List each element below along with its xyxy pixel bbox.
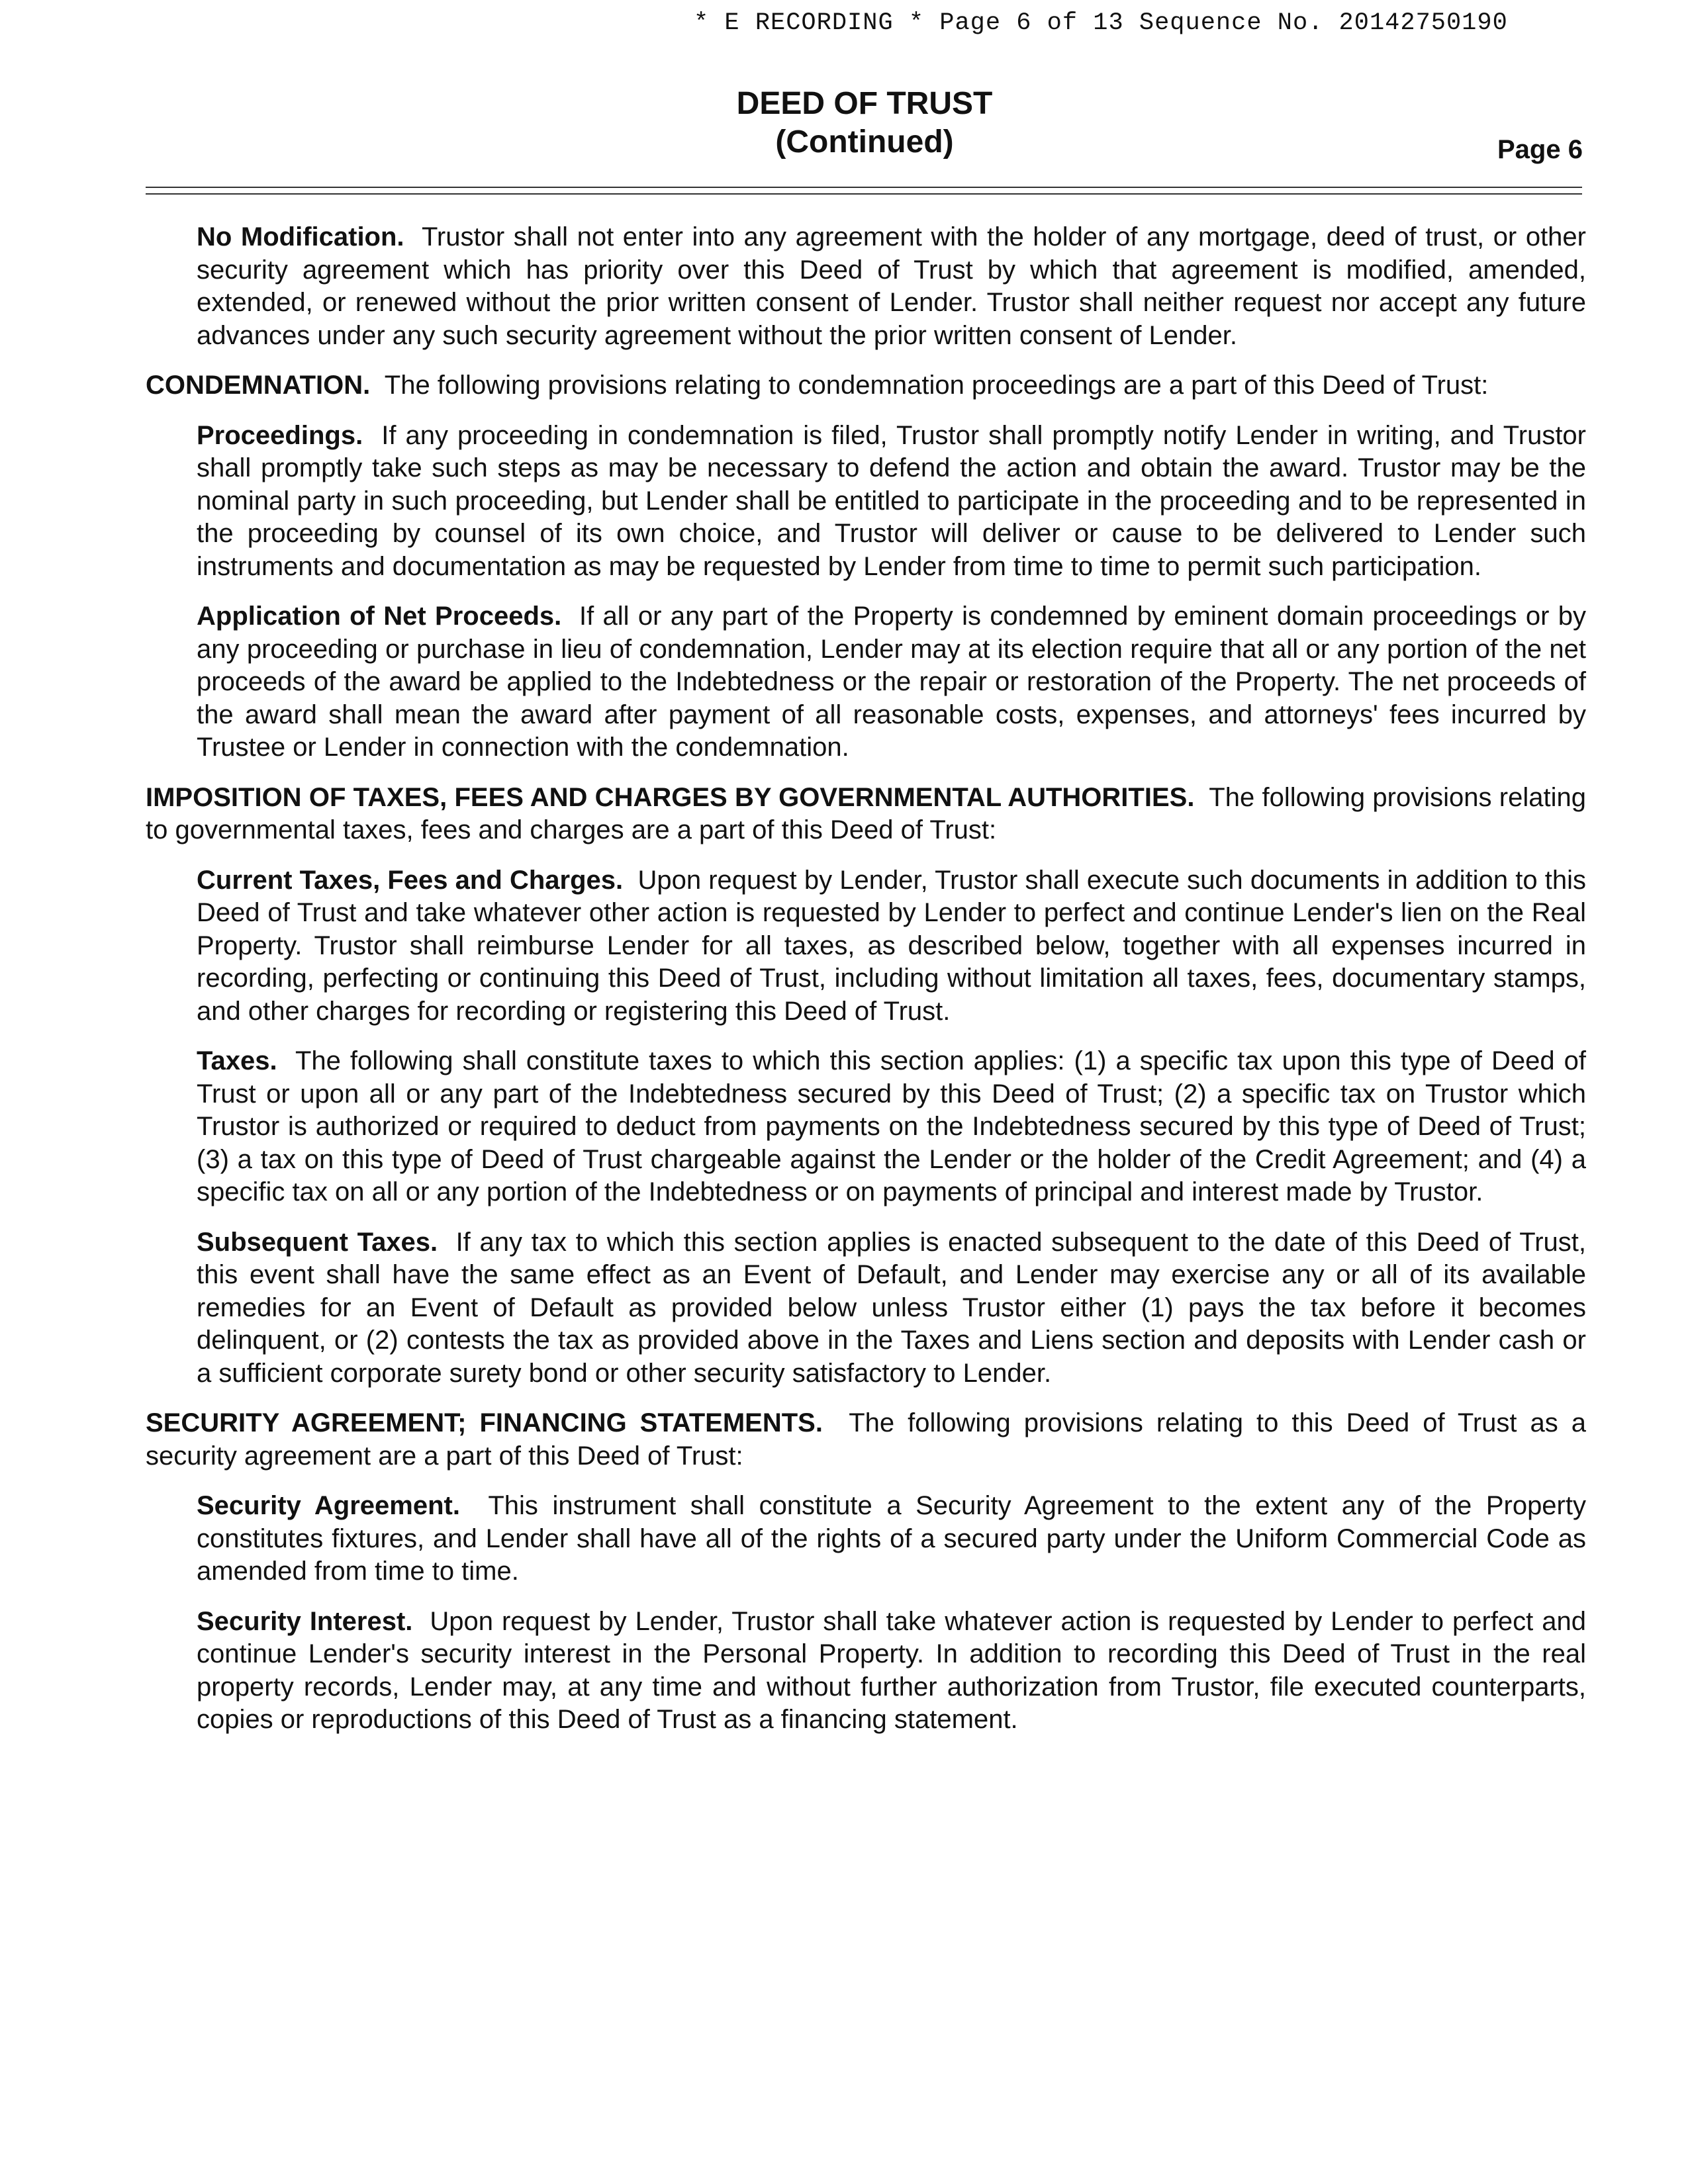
text-security-agreement-section: The following provisions relating to this Deed of Trust as a security agreement are a part of this Deed of Trust: [146, 1408, 1586, 1471]
paragraph-current-taxes [197, 864, 1586, 1028]
paragraph-taxes [197, 1045, 1586, 1209]
recording-stamp: * E RECORDING * Page 6 of 13 Sequence No. 20142750190 [694, 9, 1508, 37]
paragraph-no-modification [197, 221, 1586, 352]
heading-taxes: Taxes. [197, 1046, 277, 1075]
header-rule-top [146, 187, 1582, 188]
heading-application-of-net-proceeds: Application of Net Proceeds. [197, 602, 562, 631]
paragraph-application-of-net-proceeds [197, 600, 1586, 764]
text-no-modification: Trustor shall not enter into any agreement with the holder of any mortgage, deed of trust, or other security agreement which has priority over this Deed of Trust by which that agreement is modified, amended, extended, or renewed without the prior written consent of Lender. Trustor shall neither request nor accept any future advances under any such security agreement without the prior written consent of Lender. [197, 222, 1586, 350]
heading-imposition-of-taxes: IMPOSITION OF TAXES, FEES AND CHARGES BY GOVERNMENTAL AUTHORITIES. [146, 782, 1195, 812]
paragraph-security-agreement [197, 1490, 1586, 1588]
document-body [146, 221, 1586, 1754]
heading-security-agreement-section: SECURITY AGREEMENT; FINANCING STATEMENTS. [146, 1408, 823, 1437]
section-security-agreement [146, 1407, 1586, 1473]
header-rule-bottom [146, 193, 1582, 195]
text-imposition-of-taxes: The following provisions relating to governmental taxes, fees and charges are a part of this Deed of Trust: [146, 782, 1586, 844]
text-security-interest: Upon request by Lender, Trustor shall take whatever action is requested by Lender to perfect and continue Lender's security interest in the Personal Property. In addition to recording this Deed of Trust in the real property records, Lender may, at any time and without further authorization from Trustor, file executed counterparts, copies or reproductions of this Deed of Trust as a financing statement. [197, 1606, 1586, 1734]
text-application-of-net-proceeds: If all or any part of the Property is condemned by eminent domain proceedings or by any proceeding or purchase in lieu of condemnation, Lender may at its election require that all or any portion of the net proceeds of the award be applied to the Indebtedness or the repair or restoration of the Property. The net proceeds of the award shall mean the award after payment of all reasonable costs, expenses, and attorneys' fees incurred by Trustee or Lender in connection with the condemnation. [197, 602, 1586, 762]
document-title-block [0, 85, 1688, 161]
section-condemnation [146, 369, 1586, 402]
text-subsequent-taxes: If any tax to which this section applies is enacted subsequent to the date of this Deed of Trust, this event shall have the same effect as an Event of Default, and Lender may exercise any or all of its available remedies for an Event of Default as provided below unless Trustor either (1) pays the tax before it becomes delinquent, or (2) contests the tax as provided above in the Taxes and Liens section and deposits with Lender cash or a sufficient corporate surety bond or other security satisfactory to Lender. [197, 1227, 1586, 1388]
heading-proceedings: Proceedings. [197, 420, 363, 450]
text-taxes: The following shall constitute taxes to which this section applies: (1) a specific tax upon this type of Deed of Trust or upon all or any part of the Indebtedness secured by this Deed of Trust; (2) a specific tax on Trustor which Trustor is authorized or required to deduct from payments on the Indebtedness secured by this type of Deed of Trust; (3) a tax on this type of Deed of Trust chargeable against the Lender or the holder of the Credit Agreement; and (4) a specific tax on all or any portion of the Indebtedness or on payments of principal and interest made by Trustor. [197, 1046, 1586, 1206]
document-title: DEED OF TRUST [736, 86, 993, 121]
heading-no-modification: No Modification. [197, 222, 404, 251]
heading-security-agreement: Security Agreement. [197, 1491, 460, 1520]
paragraph-proceedings [197, 420, 1586, 584]
heading-security-interest: Security Interest. [197, 1606, 413, 1636]
text-condemnation: The following provisions relating to condemnation proceedings are a part of this Deed of Trust: [384, 371, 1489, 400]
heading-current-taxes: Current Taxes, Fees and Charges. [197, 865, 624, 895]
section-imposition-of-taxes [146, 782, 1586, 847]
text-security-agreement: This instrument shall constitute a Security Agreement to the extent any of the Property constitutes fixtures, and Lender shall have all of the rights of a secured party under the Uniform Commercial Code as amended from time to time. [197, 1491, 1586, 1586]
paragraph-security-interest [197, 1606, 1586, 1737]
text-proceedings: If any proceeding in condemnation is filed, Trustor shall promptly notify Lender in writing, and Trustor shall promptly take such steps as may be necessary to defend the action and obtain the award. Trustor may be the nominal party in such proceeding, but Lender shall be entitled to participate in the proceeding and to be represented in the proceeding by counsel of its own choice, and Trustor will deliver or cause to be delivered to Lender such instruments and documentation as may be requested by Lender from time to time to permit such participation. [197, 420, 1587, 581]
paragraph-subsequent-taxes [197, 1226, 1586, 1390]
heading-condemnation: CONDEMNATION. [146, 371, 371, 400]
document-subtitle: (Continued) [775, 124, 954, 159]
page-label: Page 6 [1497, 135, 1583, 164]
text-current-taxes: Upon request by Lender, Trustor shall execute such documents in addition to this Deed of Trust and take whatever other action is requested by Lender to perfect and continue Lender's lien on the Real Property. Trustor shall reimburse Lender for all taxes, as described below, together with all expenses incurred in recording, perfecting or continuing this Deed of Trust, including without limitation all taxes, fees, documentary stamps, and other charges for recording or registering this Deed of Trust. [197, 865, 1586, 1026]
heading-subsequent-taxes: Subsequent Taxes. [197, 1227, 438, 1257]
